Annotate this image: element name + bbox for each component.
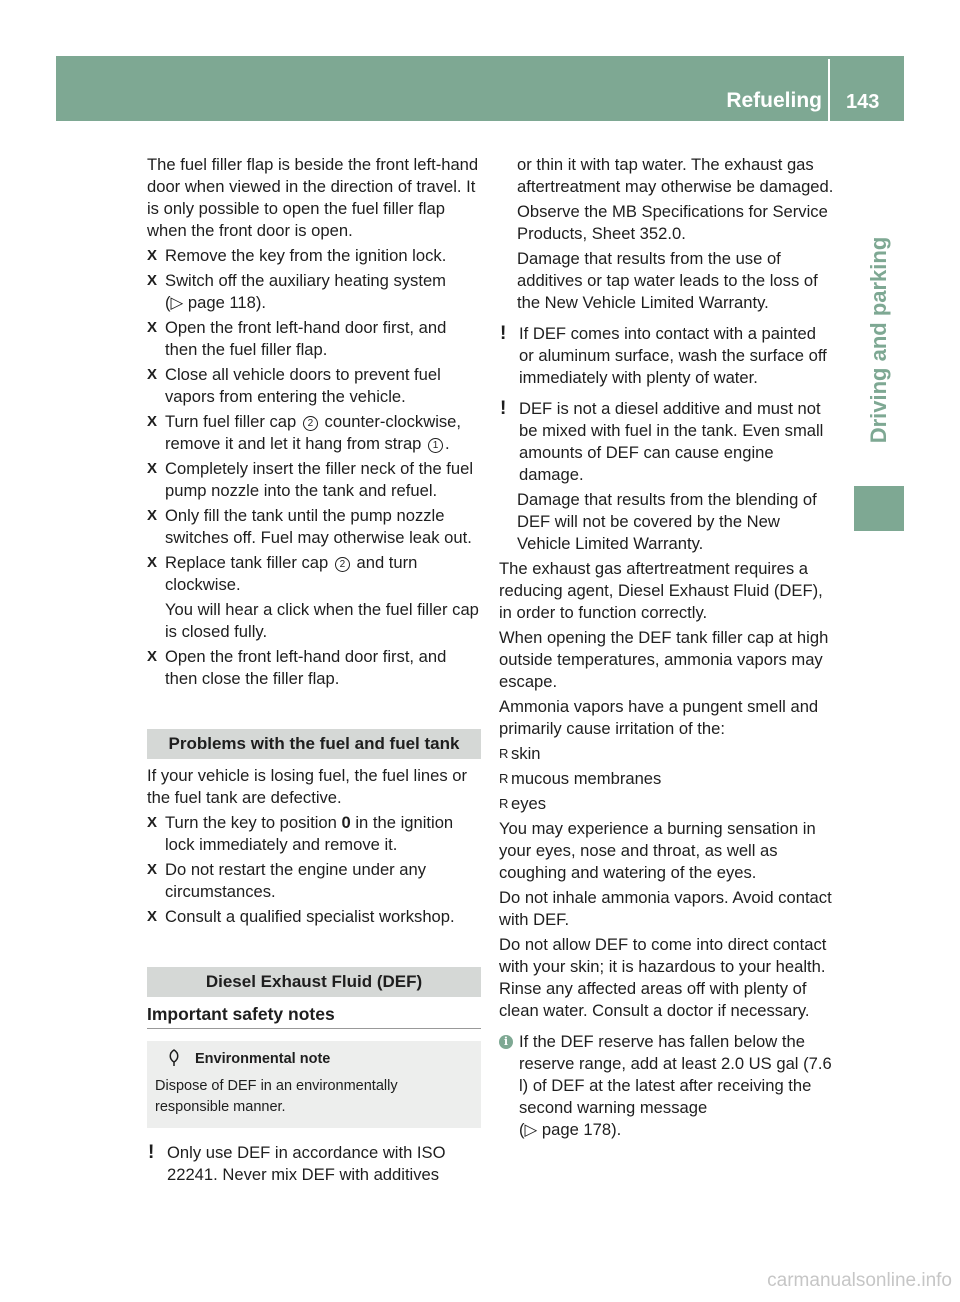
page-reference-link[interactable]: (▷ page 118). bbox=[165, 293, 267, 312]
paragraph: When opening the DEF tank filler cap at high outside temperatures, ammonia vapors may escape. bbox=[499, 628, 829, 691]
warning-text: DEF is not a diesel additive and must not be mixed with fuel in the tank. Even small amounts of DEF can cause engine damage. bbox=[519, 399, 824, 484]
left-column bbox=[147, 154, 481, 1189]
instruction-step: X Only fill the tank until the pump nozzle switches off. Fuel may otherwise leak out. bbox=[147, 505, 481, 549]
page-number: 143 bbox=[846, 91, 880, 113]
instruction-step bbox=[147, 552, 481, 596]
step-text: Turn the key to position bbox=[165, 813, 337, 832]
warning-note bbox=[147, 1142, 481, 1186]
step-text: Replace tank filler cap bbox=[165, 553, 329, 572]
section-tab-label: Driving and parking bbox=[866, 236, 891, 444]
subheading: Important safety notes bbox=[147, 1003, 481, 1029]
warning-text: Only use DEF in accordance with ISO 22241. Never mix DEF with additives bbox=[167, 1143, 446, 1184]
list-item: R mucous membranes bbox=[499, 768, 835, 790]
section-heading: Problems with the fuel and fuel tank bbox=[147, 729, 481, 759]
warning-note bbox=[499, 323, 835, 389]
list-item: R eyes bbox=[499, 793, 835, 815]
key-position: 0 bbox=[341, 813, 351, 832]
page-reference-link[interactable]: (▷ page 178). bbox=[519, 1120, 622, 1139]
section-intro: If your vehicle is losing fuel, the fuel lines or the fuel tank are defective. bbox=[147, 766, 468, 807]
instruction-step bbox=[147, 812, 481, 856]
warning-note bbox=[499, 398, 835, 486]
instruction-step: X Open the front left-hand door first, and then the fuel filler flap. bbox=[147, 317, 481, 361]
section-heading: Diesel Exhaust Fluid (DEF) bbox=[147, 967, 481, 997]
intro-paragraph: The fuel filler flap is beside the front left-hand door when viewed in the direction of travel. It is only possible to open the fuel filler flap when the front door is open. bbox=[147, 155, 479, 240]
callout-number-icon: 2 bbox=[335, 557, 350, 572]
warning-icon: ! bbox=[500, 398, 507, 419]
instruction-step bbox=[147, 411, 481, 455]
environmental-note-header bbox=[155, 1049, 473, 1070]
instruction-step: X Remove the key from the ignition lock. bbox=[147, 245, 481, 267]
side-tab-marker bbox=[854, 486, 904, 531]
step-text: Turn fuel filler cap bbox=[165, 412, 297, 431]
environmental-note-box bbox=[147, 1041, 481, 1128]
warning-continuation: Damage that results from the blending of DEF will not be covered by the New Vehicle Limited Warranty. bbox=[517, 490, 817, 553]
paragraph: The exhaust gas aftertreatment requires a reducing agent, Diesel Exhaust Fluid (DEF), in order to function correctly. bbox=[499, 559, 823, 622]
paragraph: Do not inhale ammonia vapors. Avoid contact with DEF. bbox=[499, 888, 832, 929]
warning-text: If DEF comes into contact with a painted or aluminum surface, wash the surface off immediately with plenty of water. bbox=[519, 324, 827, 387]
info-text: If the DEF reserve has fallen below the reserve range, add at least 2.0 US gal (7.6 l) of DEF at the latest after receiving the second warning message bbox=[519, 1032, 832, 1117]
paragraph: Ammonia vapors have a pungent smell and primarily cause irritation of the: bbox=[499, 697, 819, 738]
step-text: in the ignition lock immediately and remove it. bbox=[165, 813, 454, 854]
callout-number-icon: 1 bbox=[428, 438, 443, 453]
list-item: R skin bbox=[499, 743, 835, 765]
instruction-step bbox=[147, 270, 481, 314]
info-note bbox=[499, 1031, 835, 1141]
step-text: counter-clockwise, remove it and let it hang from strap bbox=[165, 412, 462, 453]
warning-icon: ! bbox=[500, 323, 507, 344]
step-text: and turn clockwise. bbox=[165, 553, 418, 594]
warning-continuation: Damage that results from the use of additives or tap water leads to the loss of the New Vehicle Limited Warranty. bbox=[517, 249, 818, 312]
instruction-step: X Close all vehicle doors to prevent fuel vapors from entering the vehicle. bbox=[147, 364, 481, 408]
instruction-step: X Do not restart the engine under any circumstances. bbox=[147, 859, 481, 903]
step-text: Switch off the auxiliary heating system bbox=[165, 271, 446, 290]
environment-leaf-icon bbox=[167, 1049, 181, 1074]
environmental-note-text: Dispose of DEF in an environmentally responsible manner. bbox=[155, 1078, 398, 1115]
watermark: carmanualsonline.info bbox=[767, 1270, 952, 1291]
warning-continuation: or thin it with tap water. The exhaust gas aftertreatment may otherwise be damaged. bbox=[517, 155, 834, 196]
paragraph: You may experience a burning sensation in your eyes, nose and throat, as well as coughing and watering of the eyes. bbox=[499, 819, 816, 882]
warning-icon: ! bbox=[148, 1142, 155, 1163]
right-column bbox=[499, 154, 835, 1141]
instruction-step: X Consult a qualified specialist workshop. bbox=[147, 906, 481, 928]
instruction-step: X Completely insert the filler neck of the fuel pump nozzle into the tank and refuel. bbox=[147, 458, 481, 502]
environmental-note-title: Environmental note bbox=[195, 1051, 331, 1067]
warning-continuation: Observe the MB Specifications for Service Products, Sheet 352.0. bbox=[517, 202, 828, 243]
paragraph: Do not allow DEF to come into direct contact with your skin; it is hazardous to your health. Rinse any affected areas off with plenty of clean water. Consult a doctor if necessary. bbox=[499, 935, 827, 1020]
instruction-step: X Open the front left-hand door first, and then close the filler flap. bbox=[147, 646, 481, 690]
chapter-title: Refueling bbox=[726, 89, 822, 112]
step-text: . bbox=[445, 434, 450, 453]
header-divider bbox=[828, 59, 830, 121]
callout-number-icon: 2 bbox=[303, 416, 318, 431]
info-icon: i bbox=[499, 1035, 513, 1049]
step-note: You will hear a click when the fuel filler cap is closed fully. bbox=[165, 600, 479, 641]
